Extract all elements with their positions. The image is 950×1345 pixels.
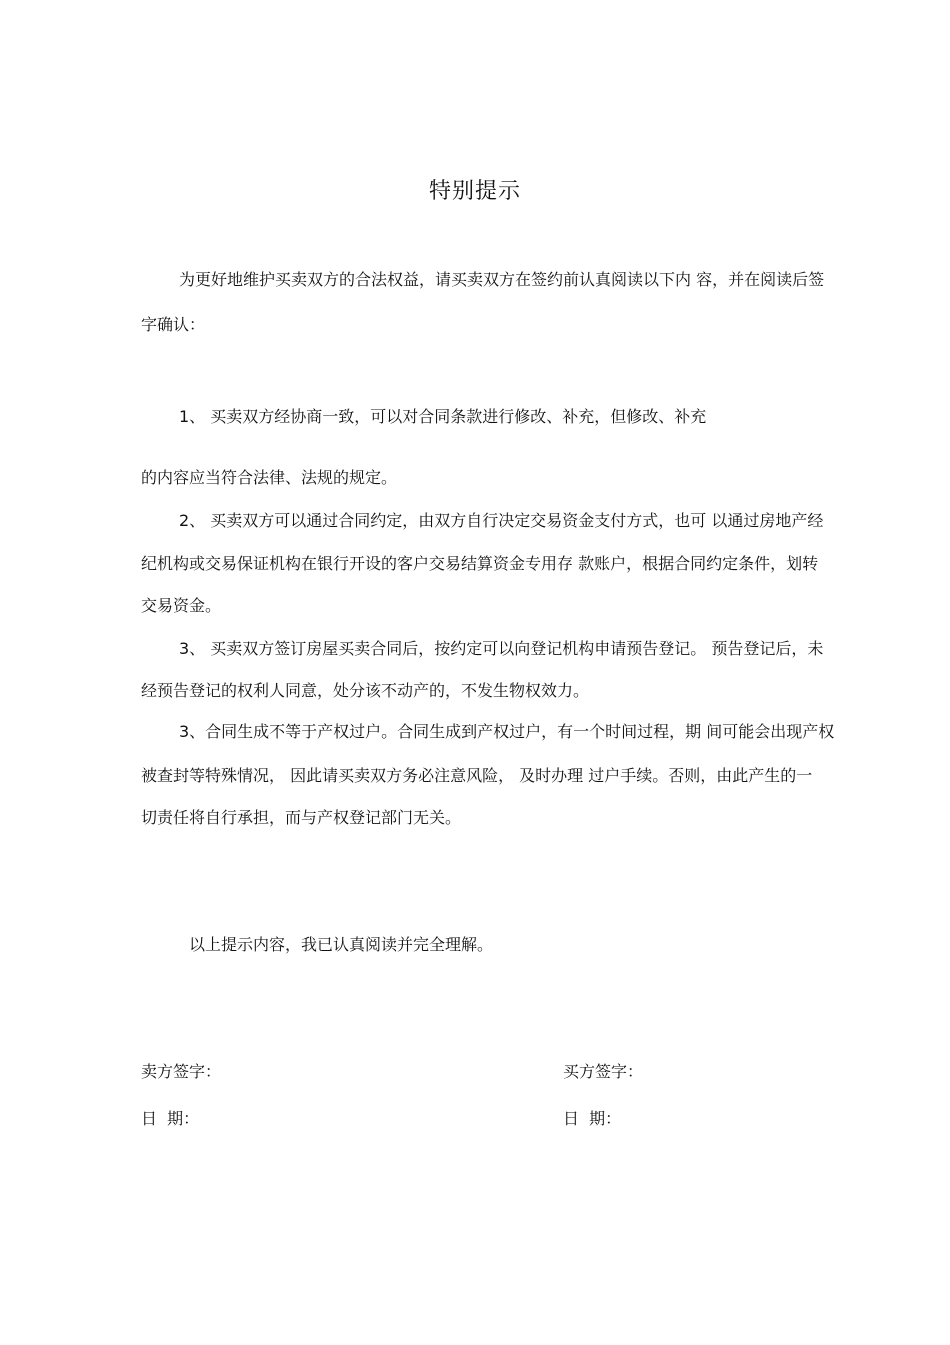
- item-4-line-3: 切责任将自行承担，而与产权登记部门无关。: [141, 808, 462, 827]
- item-4-line-2: 被查封等特殊情况， 因此请买卖双方务必注意风险， 及时办理 过户手续。否则，由此产生的一: [141, 766, 813, 785]
- buyer-date-label: 日 期：: [563, 1109, 622, 1128]
- buyer-signature-label: 买方签字：: [563, 1062, 644, 1081]
- document-title: 特别提示: [428, 179, 521, 204]
- item-2-line-1: 2、 买卖双方可以通过合同约定，由双方自行决定交易资金支付方式，也可 以通过房地产经: [179, 511, 824, 530]
- acknowledgement-text: 以上提示内容，我已认真阅读并完全理解。: [189, 935, 494, 954]
- intro-line-1: 为更好地维护买卖双方的合法权益，请买卖双方在签约前认真阅读以下内 容，并在阅读后签: [179, 270, 825, 289]
- item-1-line-1: 1、 买卖双方经协商一致，可以对合同条款进行修改、补充，但修改、补充: [179, 407, 707, 426]
- intro-line-2: 字确认：: [141, 315, 206, 334]
- item-2-line-3: 交易资金。: [141, 596, 222, 615]
- item-4-line-1: 3、合同生成不等于产权过户。合同生成到产权过户，有一个时间过程，期 间可能会出现产权: [179, 722, 835, 741]
- seller-date-label: 日 期：: [141, 1109, 200, 1128]
- item-2-line-2: 纪机构或交易保证机构在银行开设的客户交易结算资金专用存 款账户，根据合同约定条件，划转: [141, 554, 819, 573]
- item-3-line-1: 3、 买卖双方签订房屋买卖合同后，按约定可以向登记机构申请预告登记。 预告登记后，未: [179, 639, 824, 658]
- item-1-line-2: 的内容应当符合法律、法规的规定。: [141, 468, 398, 487]
- item-3-line-2: 经预告登记的权利人同意，处分该不动产的，不发生物权效力。: [141, 681, 590, 700]
- seller-signature-label: 卖方签字：: [141, 1062, 222, 1081]
